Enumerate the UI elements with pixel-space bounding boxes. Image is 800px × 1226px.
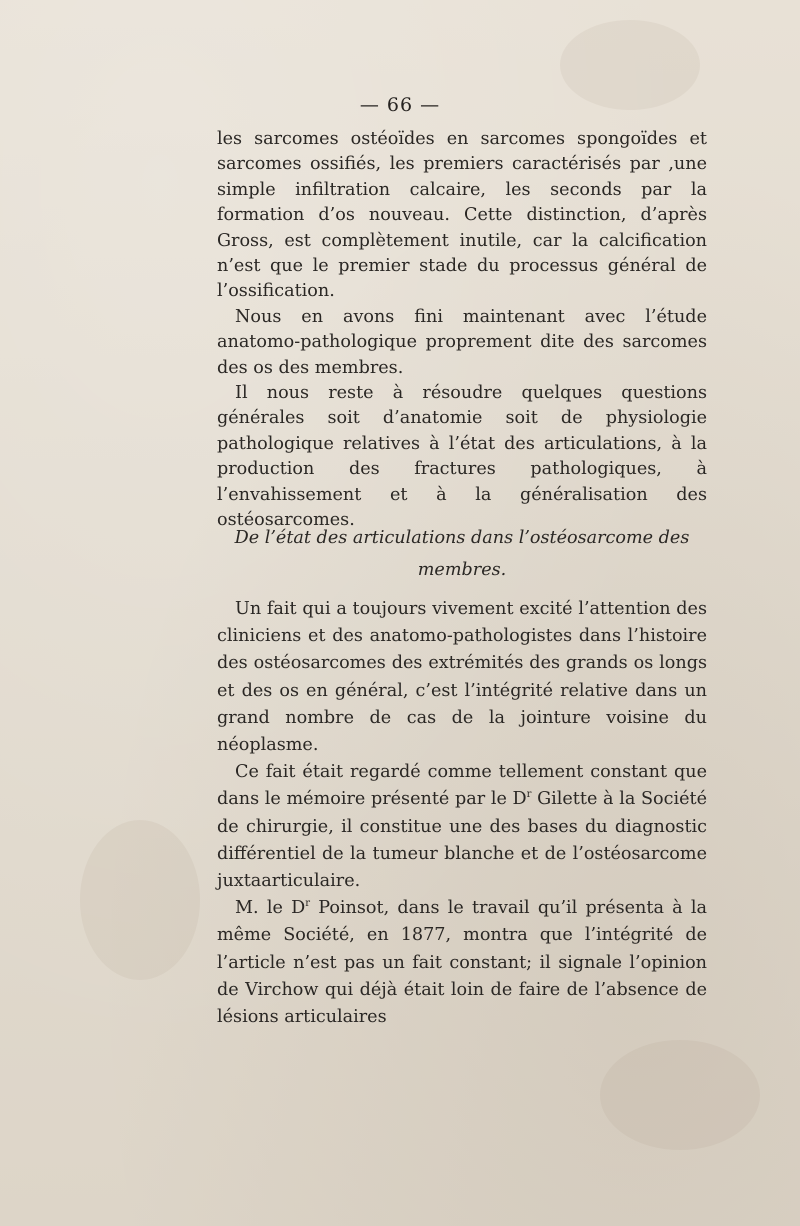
paragraph-text: Poinsot, dans le travail qu’il présenta à la même Société, en 1877, montra que l’intégrité de l’article n’est pas un fait constant; il signale l’opinion de Virchow qui déjà était loin de faire de l’absence de lésions articulaires — [217, 898, 707, 1028]
paragraph: Un fait qui a toujours vivement excité l’attention des cliniciens et des anatomo-pathologistes dans l’histoire des ostéosarcomes des extrémités des grands os longs et des os en général, c’est l’intégrité relative dans un grand nombre de cas de la jointure voisine du néoplasme. — [217, 599, 707, 756]
section-heading-line: De l’état des articulations dans l’ostéosarcome des — [234, 528, 690, 548]
superscript: r — [305, 898, 310, 910]
paragraph — [217, 759, 707, 895]
paragraph-text: Ce fait était regardé comme tellement constant que dans le mémoire présenté par le D — [217, 762, 707, 810]
superscript: r — [526, 789, 532, 801]
section-heading-line: membres. — [417, 560, 507, 580]
text-block-lower — [217, 596, 707, 1031]
paper-stain — [80, 820, 200, 980]
paragraph: Nous en avons fini maintenant avec l’étude anatomo-pathologique proprement dite des sarcomes des os des membres. — [217, 306, 707, 378]
paragraph: les sarcomes ostéoïdes en sarcomes spongoïdes et sarcomes ossifiés, les premiers caractérisés par ,une simple infiltration calcaire, les seconds par la formation d’os nouveau. Cette distinction, d’après Gross, est complètement inutile, car la calcification n’est que le premier stade du processus général de l’ossification. — [217, 129, 707, 302]
text-block-upper — [217, 127, 707, 534]
paper-stain — [600, 1040, 760, 1150]
paragraph-text: M. le D — [235, 898, 306, 919]
page-number: — 66 — — [359, 94, 441, 116]
paragraph — [217, 895, 707, 1031]
paragraph-text: Gilette à la Société de chirurgie, il constitue une des bases du diagnostic différentiel de la tumeur blanche et de l’ostéosarcome juxtaarticulaire. — [217, 789, 707, 892]
paragraph: Il nous reste à résoudre quelques questions générales soit d’anatomie soit de physiologie pathologique relatives à l’état des articulations, à la production des fractures pathologiques, à l’envahissement et à la généralisation des ostéosarcomes. — [217, 383, 707, 531]
section-heading — [217, 522, 707, 586]
